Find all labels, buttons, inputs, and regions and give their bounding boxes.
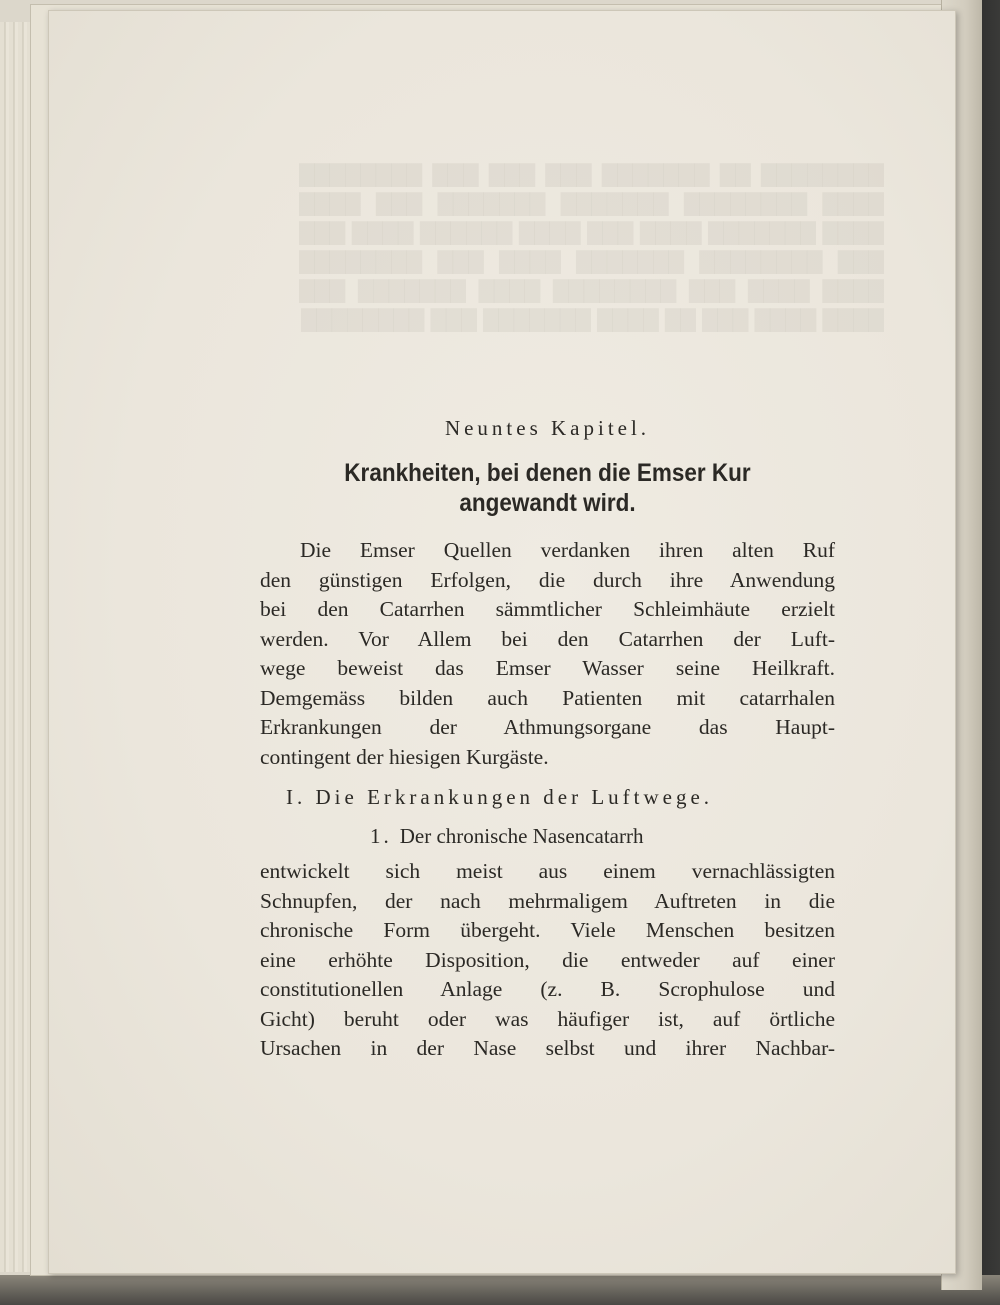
text-line: Gicht) beruht oder was häufiger ist, auf örtliche — [260, 1006, 835, 1031]
chapter-title-line: angewandt wird. — [459, 489, 636, 517]
text-line: werden. Vor Allem bei den Catarrhen der Luft- — [260, 626, 835, 651]
backdrop-bottom-edge — [0, 1275, 1000, 1305]
text-line: eine erhöhte Disposition, die entweder auf einer — [260, 947, 835, 972]
text-line: constitutionellen Anlage (z. B. Scrophulose und — [260, 977, 835, 1001]
text-line: Demgemäss bilden auch Patienten mit catarrhalen — [260, 685, 835, 710]
text-line: bei den Catarrhen sämmtlicher Schleimhäute erzielt — [260, 597, 835, 621]
text-line: Erkrankungen der Athmungsorgane das Haupt- — [260, 715, 835, 739]
reverse-side-bleed-through: ████████ ██ ███████ ███ ███ ███ ████████ ████ ████████ ███████ ███████ ███ ████ ████ ███████ ████ ███ ████ ██████ ████ ███ ███ ████████ ███████ ████ ███ ████████ ████ ████ ███ ████████ ████ ███████ ███ ████ ████ ███ ██ ████ ███████ ███ ████████ — [299, 163, 884, 332]
text-line: entwickelt sich meist aus einem vernachlässigten — [260, 859, 835, 883]
text-line: Ursachen in der Nase selbst und ihrer Nachbar- — [260, 1036, 835, 1060]
chapter-title-line: Krankheiten, bei denen die Emser Kur — [344, 459, 751, 487]
chapter-title — [289, 458, 807, 518]
text-line: contingent der hiesigen Kurgäste. — [260, 744, 549, 769]
body-paragraph — [260, 857, 835, 1064]
subsection-title: Der chronische Nasencatarrh — [399, 824, 644, 848]
subsection-heading — [370, 824, 643, 849]
section-heading: I. Die Erkrankungen der Luftwege. — [286, 785, 714, 809]
intro-paragraph — [260, 536, 835, 772]
chapter-label: Neuntes Kapitel. — [444, 416, 651, 440]
text-line: wege beweist das Emser Wasser seine Heilkraft. — [260, 656, 835, 680]
subsection-number: 1. — [370, 824, 392, 848]
text-line: Schnupfen, der nach mehrmaligem Auftreten in die — [260, 888, 835, 913]
text-line: Die Emser Quellen verdanken ihren alten Ruf — [300, 538, 835, 562]
text-line: den günstigen Erfolgen, die durch ihre Anwendung — [260, 567, 835, 592]
text-line: chronische Form übergeht. Viele Menschen besitzen — [260, 918, 835, 942]
